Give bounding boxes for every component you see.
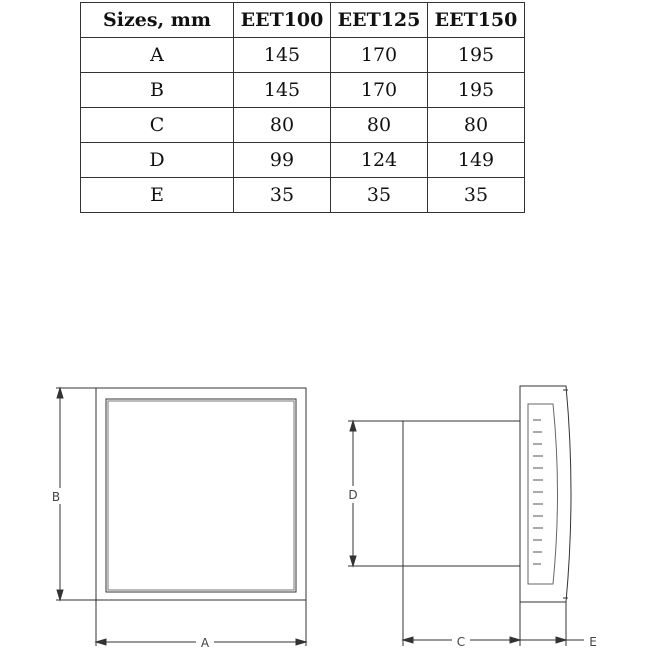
- dim-c-arrow-left: [403, 637, 413, 643]
- row-label: E: [81, 178, 234, 213]
- side-view: [348, 386, 584, 646]
- row-label: C: [81, 108, 234, 143]
- dim-label-e: E: [589, 635, 597, 649]
- dim-d-arrow-top: [350, 421, 356, 431]
- table-cell: 145: [234, 73, 331, 108]
- header-eet150: EET150: [428, 3, 525, 38]
- dim-label-b: B: [51, 490, 61, 504]
- front-cover-inner: [528, 404, 558, 584]
- table-cell: 35: [331, 178, 428, 213]
- dim-c-arrow-right: [510, 637, 520, 643]
- row-label: D: [81, 143, 234, 178]
- dim-a-arrow-left: [96, 639, 106, 645]
- table-cell: 145: [234, 38, 331, 73]
- table-cell: 35: [234, 178, 331, 213]
- table-cell: 170: [331, 73, 428, 108]
- front-panel-inner: [106, 399, 296, 592]
- dim-label-a: A: [200, 636, 210, 650]
- front-view: [56, 388, 306, 646]
- table-cell: 80: [428, 108, 525, 143]
- header-sizes: Sizes, mm: [81, 3, 234, 38]
- table-cell: 195: [428, 38, 525, 73]
- front-panel-inner-edge: [108, 401, 294, 590]
- table-cell: 80: [234, 108, 331, 143]
- dim-e-arrow: [556, 637, 566, 643]
- table-cell: 124: [331, 143, 428, 178]
- dim-a-arrow-right: [296, 639, 306, 645]
- row-label: A: [81, 38, 234, 73]
- duct-spigot: [403, 421, 520, 566]
- row-label: B: [81, 73, 234, 108]
- table-cell: 170: [331, 38, 428, 73]
- dim-d-arrow-bottom: [350, 556, 356, 566]
- front-panel-outer: [96, 388, 306, 600]
- dim-label-d: D: [348, 488, 358, 502]
- table-cell: 99: [234, 143, 331, 178]
- table-cell: 80: [331, 108, 428, 143]
- dim-label-c: C: [456, 635, 466, 649]
- table-cell: 149: [428, 143, 525, 178]
- header-eet100: EET100: [234, 3, 331, 38]
- dim-b-arrow-top: [57, 388, 63, 398]
- header-eet125: EET125: [331, 3, 428, 38]
- dim-b-arrow-bottom: [57, 590, 63, 600]
- table-cell: 195: [428, 73, 525, 108]
- louver-ticks: [533, 420, 543, 564]
- table-cell: 35: [428, 178, 525, 213]
